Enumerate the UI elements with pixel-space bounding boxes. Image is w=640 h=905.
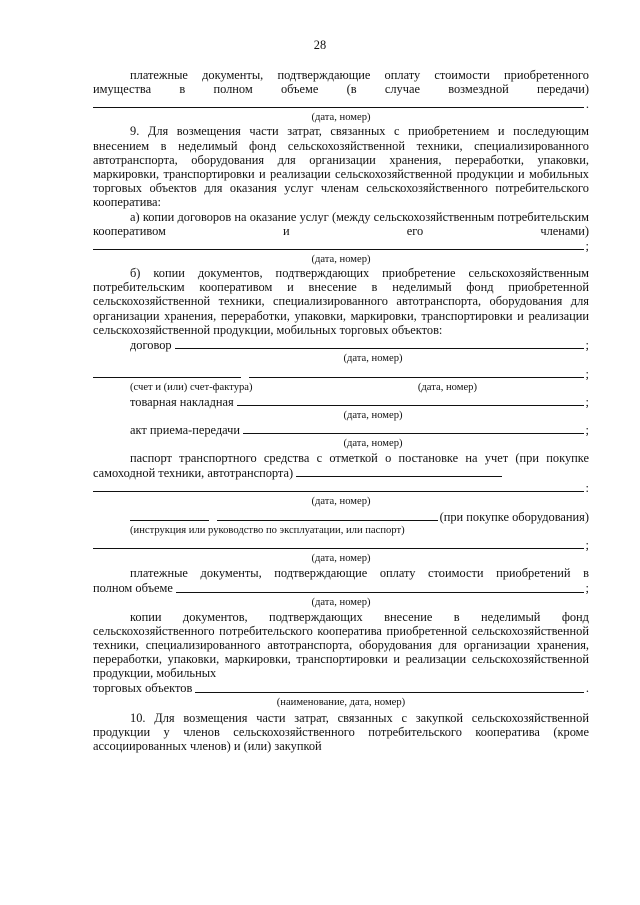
item-a-field[interactable] xyxy=(93,238,584,250)
vehicle-passport-field-row xyxy=(93,480,589,495)
vehicle-passport-caption: (дата, номер) xyxy=(311,496,371,508)
payment-docs-caption: (дата, номер) xyxy=(311,112,371,124)
payment-docs-line-2: имущества в полном объеме (в случае возмездной передачи) xyxy=(93,82,589,97)
equipment-field-end: ; xyxy=(585,538,589,553)
equipment-row xyxy=(93,509,589,524)
invoice-caption: (дата, номер) xyxy=(417,382,477,394)
waybill-row xyxy=(93,394,589,409)
invoice-field[interactable] xyxy=(249,366,584,378)
fund-copies-field-end: . xyxy=(585,681,589,696)
item-10-text: 10. Для возмещения части затрат, связанных с закупкой сельскохозяйственной продукции у членов сельскохозяйственного потребительского кооператива (кроме ассоциированных членов) и (или) закупкой xyxy=(93,710,589,754)
payment2-caption: (дата, номер) xyxy=(311,596,371,608)
page-number: 28 xyxy=(313,38,327,52)
vehicle-passport-field-end: : xyxy=(585,481,589,496)
invoice-field-end: ; xyxy=(585,366,589,381)
contract-field-end: ; xyxy=(585,337,589,352)
fund-copies-text: копии документов, подтверждающих внесение в неделимый фонд сельскохозяйственного потребительского кооператива приобретенной сельскохозяйственной техники, специализированного автотранспорта, оборудования для организации хранения, переработки, упаковки, маркировки, транспортировки и реализации сельскохозяйственной продукции, мобильных xyxy=(93,609,589,681)
payment2-label: полном объеме xyxy=(93,581,173,596)
invoice-type-caption: (счет и (или) счет-фактура) xyxy=(130,382,253,394)
item-a-field-end: ; xyxy=(585,238,589,253)
equipment-field[interactable] xyxy=(217,509,438,521)
vehicle-passport-field[interactable] xyxy=(93,480,584,492)
waybill-field-end: ; xyxy=(585,394,589,409)
transfer-act-label: акт приема-передачи xyxy=(130,422,241,437)
contract-field[interactable] xyxy=(175,337,584,349)
invoice-type-field[interactable] xyxy=(93,366,241,378)
item-a-field-row xyxy=(93,238,589,253)
payment-docs-line-1: платежные документы, подтверждающие оплату стоимости приобретенного xyxy=(130,68,589,82)
equipment-doc-field[interactable] xyxy=(130,509,209,521)
transfer-act-row xyxy=(93,422,589,437)
equipment-field-row xyxy=(93,537,589,552)
waybill-field[interactable] xyxy=(237,394,584,406)
transfer-act-field[interactable] xyxy=(243,422,584,434)
item-b-text: б) копии документов, подтверждающих приобретение сельскохозяйственным потребительским кооперативом и внесение в неделимый фонд приобретенной сельскохозяйственной техники, специализированного автотранспорта, оборудования для организации хранения, переработки, упаковки, маркировки, транспортировки и реализации сельскохозяйственной продукции, мобильных торговых объектов: xyxy=(93,266,589,337)
vehicle-passport-inline-field[interactable] xyxy=(296,465,502,477)
contract-caption: (дата, номер) xyxy=(343,353,403,365)
contract-row xyxy=(93,337,589,352)
payment2-row xyxy=(93,581,589,596)
payment-docs-field[interactable] xyxy=(93,96,584,108)
waybill-caption: (дата, номер) xyxy=(343,410,403,422)
equipment-suffix: (при покупке оборудования) xyxy=(439,510,589,525)
equipment-date-caption: (дата, номер) xyxy=(311,553,371,565)
contract-label: договор xyxy=(130,337,172,352)
fund-copies-row xyxy=(93,681,589,696)
item-a-caption: (дата, номер) xyxy=(311,254,371,266)
fund-copies-field[interactable] xyxy=(195,681,584,693)
fund-copies-label: торговых объектов xyxy=(93,681,193,696)
vehicle-passport-label: паспорт транспортного средства с отметкой о постановке на учет (при покупке самоходной техники, автотранспорта) xyxy=(93,451,589,481)
vehicle-passport-text xyxy=(93,451,589,480)
payment-docs-field-end: . xyxy=(585,97,589,112)
item-a-text: а) копии договоров на оказание услуг (между сельскохозяйственным потребительским кооперативом и его членами) xyxy=(93,209,589,238)
equipment-caption: (инструкция или руководство по эксплуатации, или паспорт) xyxy=(130,525,405,537)
invoice-captions xyxy=(93,381,589,394)
item-9-text: 9. Для возмещения части затрат, связанных с приобретением и последующим внесением в неделимый фонд сельскохозяйственной техники, специализированного автотранспорта, оборудования для организации хранения, переработки, упаковки, маркировки, транспортировки и реализации сельскохозяйственной продукции и мобильных торговых объектов для оказания услуг членам сельскохозяйственного потребительского кооператива: xyxy=(93,124,589,210)
fund-copies-caption: (наименование, дата, номер) xyxy=(276,696,406,708)
equipment-date-field[interactable] xyxy=(93,537,584,549)
transfer-act-caption: (дата, номер) xyxy=(343,438,403,450)
payment2-line-1: платежные документы, подтверждающие оплату стоимости приобретений в xyxy=(130,566,589,581)
payment2-field[interactable] xyxy=(176,581,584,593)
page-content xyxy=(93,68,589,753)
waybill-label: товарная накладная xyxy=(130,394,234,409)
invoice-row xyxy=(93,366,589,381)
transfer-act-field-end: ; xyxy=(585,422,589,437)
payment2-field-end: ; xyxy=(585,581,589,596)
payment-docs-field-row xyxy=(93,96,589,111)
